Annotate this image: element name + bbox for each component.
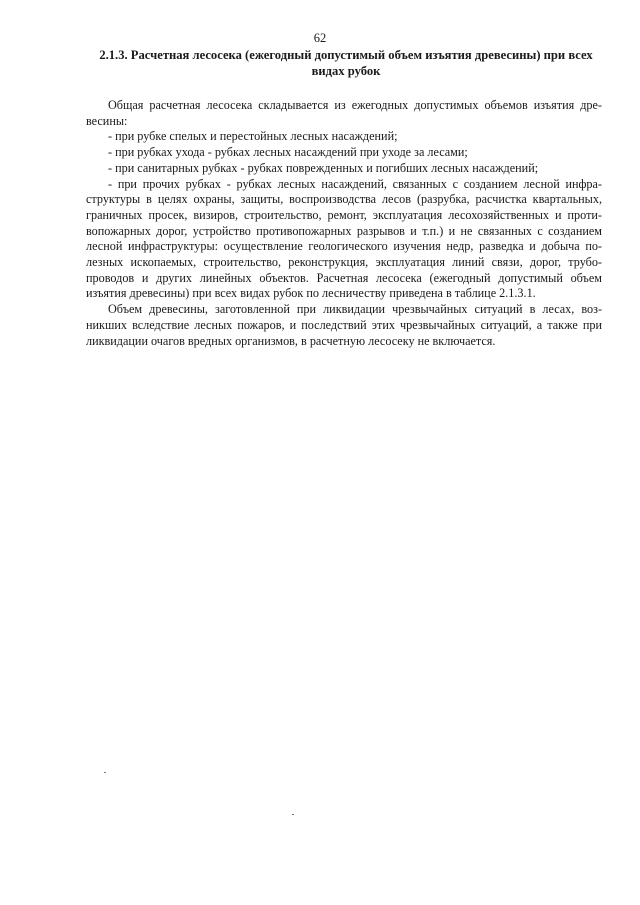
paragraph-emergency-volume: Объем древесины, заготовленной при ликвидации чрезвычайных ситуаций в лесах, воз-никших вследствие лесных пожаров, и последствий этих чрезвычайных ситуаций, а также при ликвидации очагов вредных организмов, в расчетную лесосеку не включается. — [86, 302, 602, 348]
scan-speck-bottom — [292, 814, 294, 815]
list-item-mature-felling: - при рубке спелых и перестойных лесных насаждений; — [108, 129, 398, 144]
list-item-other-felling: - при прочих рубках - рубках лесных насаждений, связанных с созданием лесной инфра-структуры в целях охраны, защиты, воспроизводства лесов (разрубка, расчистка квартальных, граничных просек, визиров, строительство, ремонт, эксплуатация лесохозяйственных и проти-вопожарных дорог, устройство противопожарных разрывов и т.п.) и не связанных с созданием лесной инфраструктуры: осуществление геологического изучения недр, разведка и добыча по-лезных ископаемых, строительство, реконструкция, эксплуатация линий связи, дорог, трубо-проводов и других линейных объектов. Расчетная лесосека (ежегодный допустимый объем изъятия древесины) при всех видах рубок по лесничеству приведена в таблице 2.1.3.1. — [86, 176, 602, 301]
list-item-thinning: - при рубках ухода - рубках лесных насаждений при уходе за лесами; — [108, 145, 468, 160]
section-heading: 2.1.3. Расчетная лесосека (ежегодный допустимый объем изъятия древесины) при всех видах рубок — [99, 48, 593, 78]
page-number: 62 — [313, 31, 327, 45]
body-text — [86, 98, 602, 349]
list-item-sanitary-felling: - при санитарных рубках - рубках поврежденных и погибших лесных насаждений; — [108, 160, 539, 175]
paragraph-intro: Общая расчетная лесосека складывается из ежегодных допустимых объемов изъятия дре-весины: — [86, 98, 602, 128]
scan-speck-left — [104, 772, 106, 773]
